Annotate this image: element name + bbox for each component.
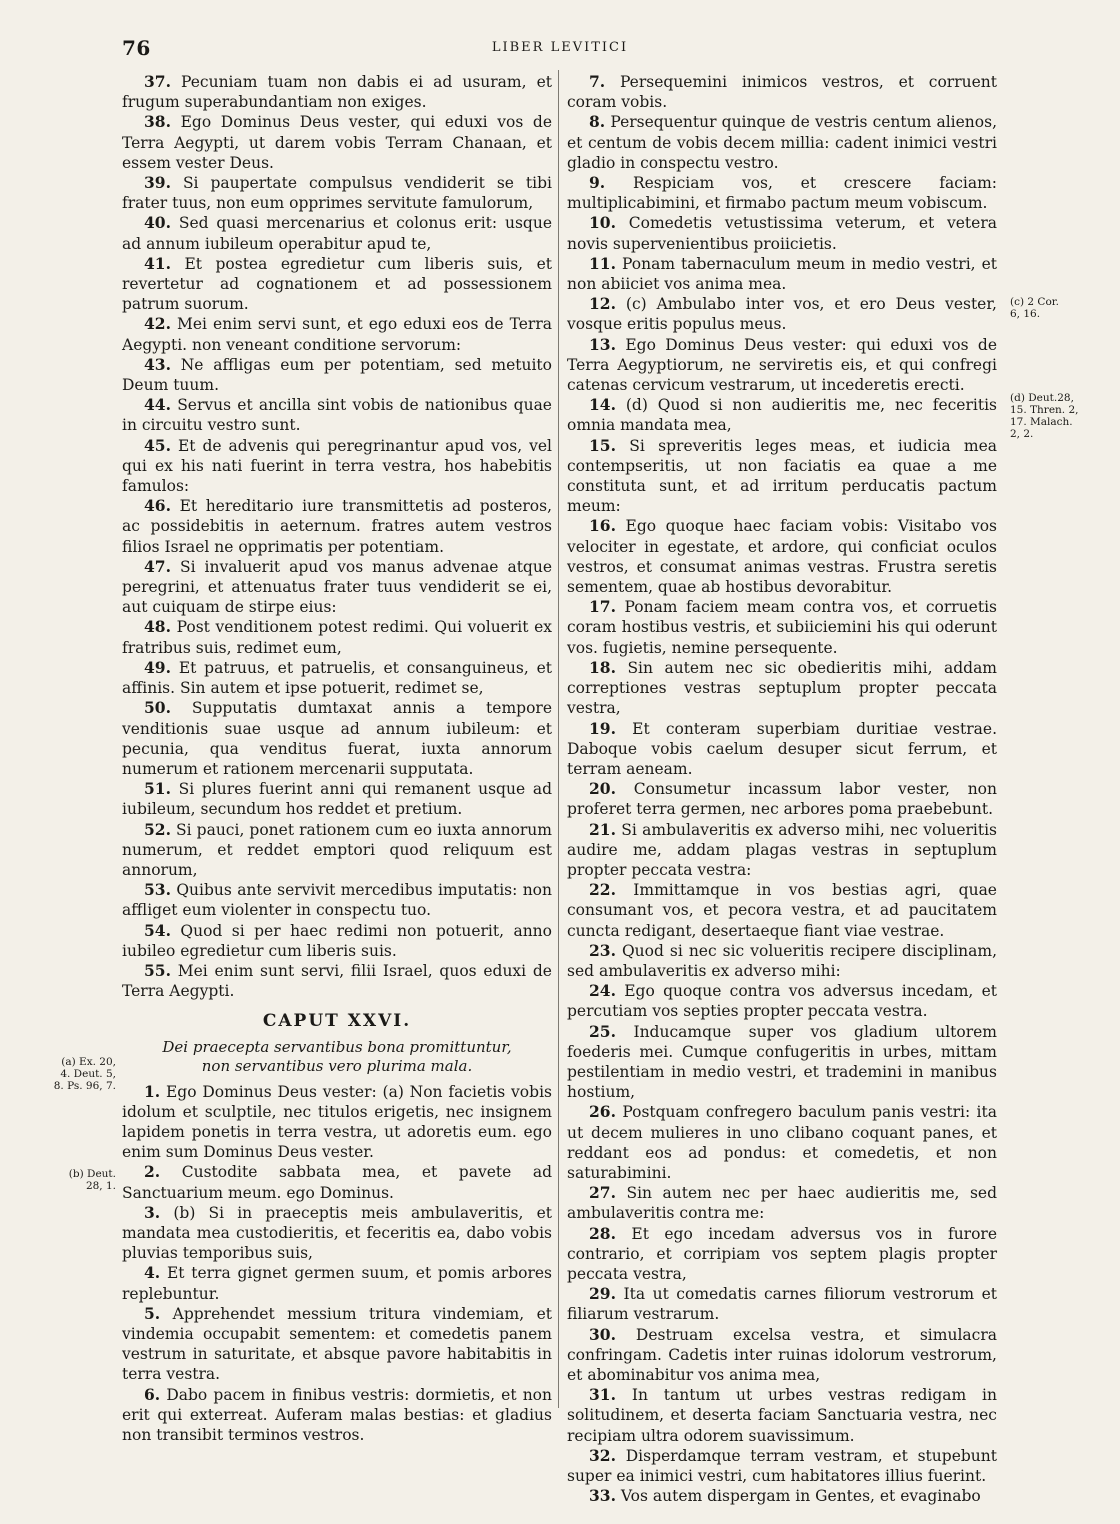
verse — [567, 1325, 997, 1386]
verse — [567, 1224, 997, 1285]
verse-text: Supputatis dumtaxat annis a tempore venditionis suae usque ad annum iubileum: et pecunia, qua venditus fuerat, iuxta annorum numerum et rationem mercenarii supputata. — [122, 699, 552, 778]
verse-text: (d) Quod si non audieritis me, nec feceritis omnia mandata mea, — [567, 396, 997, 435]
verse — [567, 658, 997, 719]
verse-text: Si paupertate compulsus vendiderit se tibi frater tuus, non eum opprimes servitute famulorum, — [122, 174, 552, 213]
verse-text: Ego Dominus Deus vester: qui eduxi vos de Terra Aegyptiorum, ne serviretis eis, et qui confregi catenas cervicum vestrarum, ut incederetis erecti. — [567, 335, 998, 395]
verse-number: 47. — [144, 556, 171, 576]
verse-number: 28. — [589, 1223, 616, 1243]
verse-text: Consumetur incassum labor vester, non proferet terra germen, nec arbores poma praebebunt. — [567, 780, 997, 819]
verse — [567, 254, 997, 294]
verse-text: Ego Dominus Deus vester, qui eduxi vos de Terra Aegypti, ut darem vobis Terram Chanaan, et essem vester Deus. — [122, 113, 553, 172]
verse-text: Custodite sabbata mea, et pavete ad Sanctuarium meum. ego Dominus. — [122, 1163, 552, 1202]
verse-text: Si plures fuerint anni qui remanent usque ad iubileum, secundum hos reddet et pretium. — [122, 780, 552, 819]
verse-text: Et terra gignet germen suum, et pomis arbores replebuntur. — [122, 1264, 552, 1303]
verse-number: 33. — [589, 1486, 616, 1506]
right-column — [567, 72, 997, 1506]
verse-number: 51. — [144, 779, 171, 799]
verse-text: Et ego incedam adversus vos in furore contrario, et corripiam vos septem plagis propter peccata vestra, — [567, 1224, 997, 1283]
verse-number: 16. — [589, 516, 616, 536]
verse — [567, 1486, 997, 1506]
verse-text: Postquam confregero baculum panis vestri: ita ut decem mulieres in uno clibano coquant panes, et reddant eos ad pondus: et comedetis, et non saturabimini. — [567, 1103, 997, 1182]
verse — [567, 820, 997, 881]
verse — [122, 658, 552, 698]
verse — [567, 395, 997, 435]
page-number: 76 — [122, 36, 151, 60]
verse — [122, 314, 552, 354]
verse — [567, 779, 997, 819]
verse — [122, 355, 552, 395]
verse-number: 24. — [589, 981, 616, 1001]
verse-text: Et de advenis qui peregrinantur apud vos, vel qui ex his nati fuerint in terra vestra, hos habebitis famulos: — [122, 436, 552, 496]
verse — [122, 213, 552, 253]
verse-number: 45. — [144, 435, 171, 455]
verse-text: Apprehendet messium tritura vindemiam, et vindemia occupabit sementem: et comedetis panem vestrum in saturitate, et absque pavore habitabitis in terra vestra. — [122, 1304, 552, 1384]
verse — [122, 961, 552, 1001]
verse-number: 7. — [589, 72, 606, 91]
verse-number: 49. — [144, 657, 171, 677]
verse-number: 50. — [144, 698, 171, 718]
verse-text: Et conteram superbiam duritiae vestrae. Daboque vobis caelum desuper sicut ferrum, et terram aeneam. — [567, 719, 997, 778]
verse-text: Post venditionem potest redimi. Qui voluerit ex fratribus suis, redimet eum, — [122, 618, 552, 657]
verse-text: Sin autem nec sic obedieritis mihi, addam correptiones vestras septuplum propter peccata vestra, — [567, 658, 998, 718]
verse-number: 52. — [144, 819, 171, 839]
verse-number: 54. — [144, 920, 171, 940]
column-divider — [558, 70, 559, 1408]
verse-number: 46. — [144, 496, 171, 516]
chapter-summary-line: Dei praecepta servantibus bona promittuntur, — [162, 1037, 512, 1056]
verse-text: Vos autem dispergam in Gentes, et evaginabo — [620, 1487, 981, 1506]
verse — [122, 173, 552, 213]
verse-number: 25. — [589, 1021, 616, 1041]
chapter-heading: CAPUT XXVI. — [262, 1011, 412, 1032]
verse-number: 37. — [144, 72, 171, 91]
verse — [122, 698, 552, 779]
verse-text: Dabo pacem in finibus vestris: dormietis, et non erit qui exterreat. Auferam malas bestias: et gladius non transibit terminos vestros. — [122, 1385, 552, 1444]
marginal-note-d: (d) Deut.28, 15. Thren. 2, 17. Malach. 2, 2. — [1010, 392, 1079, 440]
verse-text: Si ambulaveritis ex adverso mihi, nec volueritis audire me, addam plagas vestras in septuplum propter peccata vestra: — [567, 820, 997, 879]
verse-number: 19. — [589, 718, 616, 738]
verse-number: 44. — [144, 395, 171, 415]
verse-text: Ego quoque contra vos adversus incedam, et percutiam vos septies propter peccata vestra. — [567, 982, 997, 1021]
verse-number: 42. — [144, 314, 171, 334]
verse — [567, 719, 997, 780]
left-column — [122, 72, 552, 1445]
verse — [122, 617, 552, 657]
verse — [122, 557, 552, 618]
verse-number: 20. — [589, 779, 616, 799]
verse-text: Si spreveritis leges meas, et iudicia mea contempseritis, ut non faciatis ea quae a me constituta sunt, et ad irritum perducatis pactum meum: — [567, 436, 997, 516]
verse-text: Servus et ancilla sint vobis de nationibus quae in circuitu vestro sunt. — [122, 396, 552, 435]
verse — [567, 941, 997, 981]
verse-text: Immittamque in vos bestias agri, quae consumant vos, et pecora vestra, et ad paucitatem cuncta redigant, desertaeque fiant viae vestrae. — [567, 881, 997, 940]
verse-number: 13. — [589, 334, 616, 354]
verse — [122, 1082, 552, 1163]
verse-number: 8. — [589, 112, 606, 132]
chapter-summary — [122, 1038, 552, 1076]
verse — [567, 436, 997, 517]
verse-text: Si pauci, ponet rationem cum eo iuxta annorum numerum, et reddet emptori quod reliquum est annorum, — [122, 820, 552, 879]
verse-text: Mei enim servi sunt, et ego eduxi eos de Terra Aegypti. non veneant conditione servorum: — [122, 315, 552, 354]
verse-text: Pecuniam tuam non dabis ei ad usuram, et frugum superabundantiam non exiges. — [122, 73, 552, 112]
verse-text: Et postea egredietur cum liberis suis, et revertetur ad cognationem et ad possessionem patrum suorum. — [122, 254, 552, 314]
verse-number: 53. — [144, 880, 171, 900]
verse — [567, 516, 997, 597]
verse — [122, 921, 552, 961]
verse — [122, 72, 552, 112]
verse — [122, 112, 552, 173]
verse-text: Et hereditario iure transmittetis ad posteros, ac possidebitis in aeternum. fratres autem vestros filios Israel ne opprimatis per potentiam. — [122, 497, 552, 556]
verse-number: 1. — [144, 1081, 161, 1101]
verse-number: 5. — [144, 1303, 161, 1323]
verse — [122, 1385, 552, 1446]
verse — [122, 254, 552, 315]
verses-after — [122, 1082, 552, 1446]
verse — [122, 1203, 552, 1264]
verse-number: 17. — [589, 597, 616, 617]
verse-text: (b) Si in praeceptis meis ambulaveritis, et mandata mea custodieritis, et feceritis ea, dabo vobis pluvias temporibus suis, — [122, 1203, 552, 1263]
verse — [567, 1183, 997, 1223]
verse-number: 9. — [589, 173, 606, 193]
verse-number: 32. — [589, 1445, 616, 1465]
verse — [567, 173, 997, 213]
verse-number: 12. — [589, 294, 616, 314]
verse — [567, 112, 997, 173]
verse-text: Ego Dominus Deus vester: (a) Non facietis vobis idolum et sculptile, nec titulos erigetis, nec insignem lapidem ponetis in terra vestra, ut adoretis eum. ego enim sum Dominus Deus vester. — [122, 1082, 552, 1162]
verse — [567, 72, 997, 112]
verse — [122, 496, 552, 557]
verse-text: Comedetis vetustissima veterum, et vetera novis supervenientibus proiicietis. — [567, 214, 997, 253]
verse-text: Inducamque super vos gladium ultorem foederis mei. Cumque confugeritis in urbes, mittam pestilentiam in medio vestri, et trademini in manibus hostium, — [567, 1022, 997, 1102]
verse-number: 30. — [589, 1324, 616, 1344]
marginal-note-b: (b) Deut. 28, 1. — [68, 1168, 116, 1192]
verse — [567, 1284, 997, 1324]
verse — [567, 597, 997, 658]
verse — [122, 779, 552, 819]
verse-text: Ponam faciem meam contra vos, et corruetis coram hostibus vestris, et subiiciemini his qui oderunt vos. fugietis, nemine persequente. — [567, 598, 997, 657]
verse-number: 18. — [589, 657, 616, 677]
verse-text: Disperdamque terram vestram, et stupebunt super ea inimici vestri, cum habitatores illius fuerint. — [567, 1446, 997, 1486]
verse-number: 26. — [589, 1102, 616, 1122]
verse-number: 29. — [589, 1284, 616, 1304]
verse-number: 15. — [589, 435, 616, 455]
verse-number: 27. — [589, 1183, 616, 1203]
verse-number: 38. — [144, 112, 171, 132]
verse — [567, 1446, 997, 1486]
verse — [567, 1102, 997, 1183]
verse-text: Sed quasi mercenarius et colonus erit: usque ad annum iubileum operabitur apud te, — [122, 214, 552, 253]
verse-text: (c) Ambulabo inter vos, et ero Deus vester, vosque eritis populus meus. — [567, 295, 997, 334]
verse-text: Persequemini inimicos vestros, et corruent coram vobis. — [567, 73, 997, 112]
verse-text: Quibus ante servivit mercedibus imputatis: non affliget eum violenter in conspectu tuo. — [122, 881, 552, 920]
verse-text: Ita ut comedatis carnes filiorum vestrorum et filiarum vestrarum. — [567, 1285, 997, 1324]
verses-before — [122, 72, 552, 1001]
verse-number: 10. — [589, 213, 616, 233]
verse-text: Si invaluerit apud vos manus advenae atque peregrini, et attenuatus frater tuus vendiderit se ei, aut cuiquam de stirpe eius: — [122, 557, 552, 617]
running-head: LIBER LEVITICI — [491, 40, 629, 55]
verse-number: 3. — [144, 1202, 161, 1222]
verse-text: Quod si nec sic volueritis recipere disciplinam, sed ambulaveritis ex adverso mihi: — [567, 941, 997, 980]
verse — [567, 335, 997, 396]
verse-number: 55. — [144, 960, 171, 980]
verse-text: Quod si per haec redimi non potuerit, anno iubileo egredietur cum liberis suis. — [122, 921, 552, 960]
verse — [122, 1304, 552, 1385]
verse-number: 6. — [144, 1384, 161, 1404]
verse-number: 23. — [589, 940, 616, 960]
verse-text: Destruam excelsa vestra, et simulacra confringam. Cadetis inter ruinas idolorum vestrorum, et abominabitur vos anima mea, — [567, 1325, 997, 1384]
verse-text: Et patruus, et patruelis, et consanguineus, et affinis. Sin autem et ipse potuerit, redimet se, — [122, 658, 552, 698]
verse-text: Ego quoque haec faciam vobis: Visitabo vos velociter in egestate, et ardore, qui conficiat oculos vestros, et consumat animas vestras. Frustra seretis sementem, quae ab hostibus devorabitur. — [567, 517, 997, 597]
verse — [567, 880, 997, 941]
verse — [567, 1385, 997, 1446]
verse-text: Mei enim sunt servi, filii Israel, quos eduxi de Terra Aegypti. — [122, 961, 552, 1001]
verse-text: Sin autem nec per haec audieritis me, sed ambulaveritis contra me: — [567, 1184, 997, 1223]
verse — [122, 436, 552, 497]
verse — [567, 1022, 997, 1103]
marginal-note-c: (c) 2 Cor. 6, 16. — [1010, 296, 1059, 320]
verse — [567, 213, 997, 253]
verse-number: 39. — [144, 173, 171, 193]
verse-text: Ponam tabernaculum meum in medio vestri, et non abiiciet vos anima mea. — [567, 254, 997, 294]
verse — [122, 1162, 552, 1202]
chapter-summary-line: non servantibus vero plurima mala. — [201, 1056, 473, 1075]
marginal-note-a: (a) Ex. 20, 4. Deut. 5, 8. Ps. 96, 7. — [53, 1056, 116, 1092]
verse-number: 48. — [144, 617, 171, 637]
verse — [122, 880, 552, 920]
verse — [122, 1263, 552, 1303]
verse-number: 43. — [144, 354, 171, 374]
verse-number: 2. — [144, 1162, 161, 1182]
verse-text: Ne affligas eum per potentiam, sed metuito Deum tuum. — [122, 355, 552, 395]
verse — [567, 981, 997, 1021]
verse-text: Persequentur quinque de vestris centum alienos, et centum de vobis decem millia: cadent inimici vestri gladio in conspectu vestro. — [567, 113, 997, 172]
verse — [122, 820, 552, 881]
verse-number: 21. — [589, 819, 616, 839]
verse-number: 41. — [144, 253, 171, 273]
verse-text: In tantum ut urbes vestras redigam in solitudinem, et deserta faciam Sanctuaria vestra, nec recipiam ultra odorem suavissimum. — [567, 1386, 997, 1445]
verse-number: 11. — [589, 253, 616, 273]
verse — [122, 395, 552, 435]
verse-number: 40. — [144, 213, 171, 233]
verse-number: 14. — [589, 395, 616, 415]
verse-number: 4. — [144, 1263, 161, 1283]
verse-number: 22. — [589, 880, 616, 900]
verse-text: Respiciam vos, et crescere faciam: multiplicabimini, et firmabo pactum meum vobiscum. — [567, 174, 997, 213]
verse — [567, 294, 997, 334]
verse-number: 31. — [589, 1385, 616, 1405]
